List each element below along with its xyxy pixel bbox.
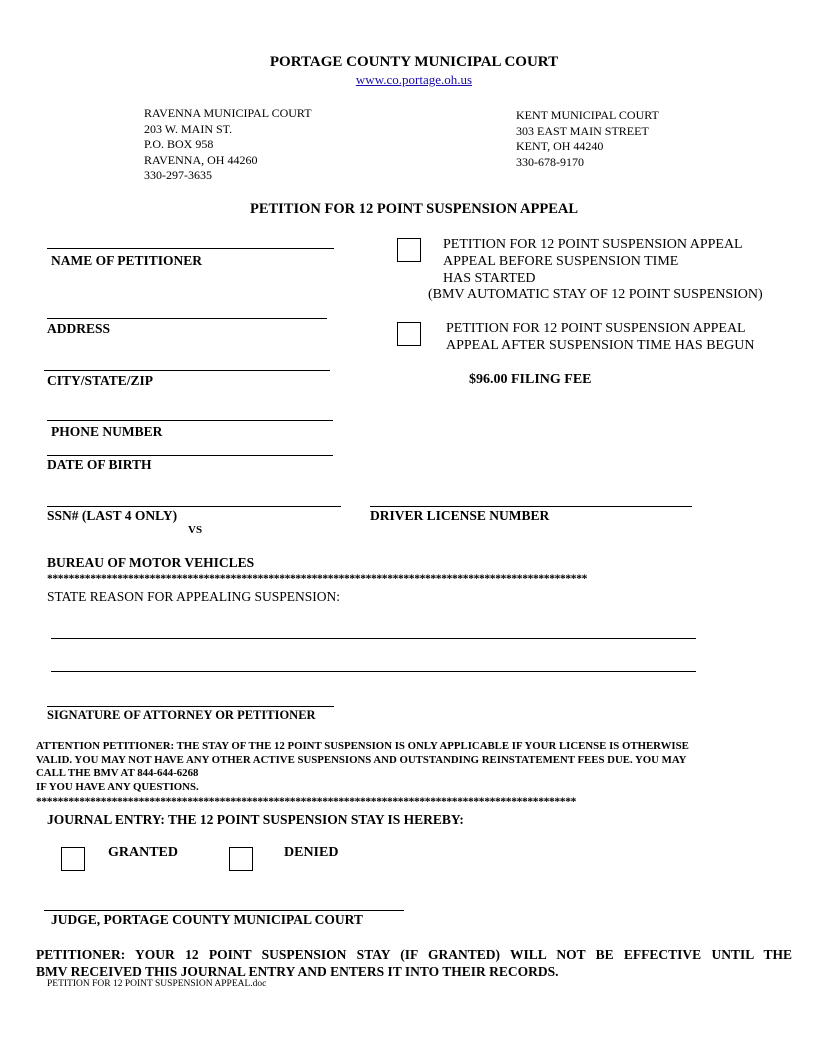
option2-line: APPEAL AFTER SUSPENSION TIME HAS BEGUN [446,338,755,353]
court-title: PORTAGE COUNTY MUNICIPAL COURT [269,54,559,70]
notice-line: BMV RECEIVED THIS JOURNAL ENTRY AND ENTERS IT INTO THEIR RECORDS. [36,964,559,979]
name-label: NAME OF PETITIONER [51,253,203,268]
attention-line: IF YOU HAVE ANY QUESTIONS. [36,780,199,793]
signature-line[interactable] [47,706,334,707]
city-line[interactable] [44,370,330,371]
judge-label: JUDGE, PORTAGE COUNTY MUNICIPAL COURT [51,912,363,927]
ravenna-line: RAVENNA, OH 44260 [144,152,258,167]
footer-filename: PETITION FOR 12 POINT SUSPENSION APPEAL.doc [47,979,267,989]
city-label: CITY/STATE/ZIP [47,373,154,388]
option1-line: HAS STARTED [443,271,536,286]
journal-label: JOURNAL ENTRY: THE 12 POINT SUSPENSION STAY IS HEREBY: [47,812,464,827]
option1-text [443,236,743,287]
reason-line-1[interactable] [51,638,696,639]
attention-line: VALID. YOU MAY NOT HAVE ANY OTHER ACTIVE SUSPENSIONS AND OUTSTANDING REINSTATEMENT FEES DUE. YOU MAY [36,753,687,766]
option2-text [446,320,754,354]
divider-top: **************************************************************************************************** [47,573,588,585]
signature-label: SIGNATURE OF ATTORNEY OR PETITIONER [47,708,316,722]
kent-line: KENT MUNICIPAL COURT [516,108,659,122]
denied-checkbox[interactable] [229,847,253,871]
notice-line: PETITIONER: YOUR 12 POINT SUSPENSION STAY (IF GRANTED) WILL NOT BE EFFECTIVE UNTIL THE [36,947,792,962]
attention-notice [36,740,689,794]
denied-label: DENIED [284,845,339,860]
website-link[interactable]: www.co.portage.oh.us [355,72,473,87]
ssn-line[interactable] [47,506,341,507]
form-title: PETITION FOR 12 POINT SUSPENSION APPEAL [249,201,579,217]
ravenna-address [144,106,312,184]
kent-line: 303 EAST MAIN STREET [516,123,649,138]
dl-line[interactable] [370,506,692,507]
address-label: ADDRESS [47,321,111,336]
dob-line[interactable] [47,455,333,456]
ssn-label: SSN# (LAST 4 ONLY) [47,508,178,523]
option2-line: PETITION FOR 12 POINT SUSPENSION APPEAL [446,321,746,336]
attention-line: ATTENTION PETITIONER: THE STAY OF THE 12 POINT SUSPENSION IS ONLY APPLICABLE IF YOUR LICENSE IS OTHERWISE [36,740,689,752]
ravenna-line: 203 W. MAIN ST. [144,121,233,136]
vs-label: VS [188,524,203,536]
kent-line: KENT, OH 44240 [516,139,604,153]
kent-address [516,108,659,170]
reason-label: STATE REASON FOR APPEALING SUSPENSION: [47,589,340,604]
attention-line: CALL THE BMV AT 844-644-6268 [36,767,199,779]
ravenna-line: 330-297-3635 [144,168,212,182]
ravenna-line: P.O. BOX 958 [144,137,214,151]
name-line[interactable] [47,248,334,249]
granted-label: GRANTED [108,845,179,860]
divider-bottom: **************************************************************************************************** [36,796,577,808]
option1-line: APPEAL BEFORE SUSPENSION TIME [443,254,679,269]
petitioner-notice [36,946,792,980]
option1-line: PETITION FOR 12 POINT SUSPENSION APPEAL [443,237,743,252]
granted-checkbox[interactable] [61,847,85,871]
ravenna-line: RAVENNA MUNICIPAL COURT [144,106,312,120]
phone-line[interactable] [47,420,333,421]
judge-line[interactable] [44,910,404,911]
before-suspension-checkbox[interactable] [397,238,421,262]
after-suspension-checkbox[interactable] [397,322,421,346]
reason-line-2[interactable] [51,671,696,672]
address-line[interactable] [47,318,327,319]
filing-fee: $96.00 FILING FEE [469,372,592,387]
bmv-label: BUREAU OF MOTOR VEHICLES [47,555,255,570]
phone-label: PHONE NUMBER [51,424,163,439]
dob-label: DATE OF BIRTH [47,457,152,472]
kent-line: 330-678-9170 [516,154,584,169]
option1-note: (BMV AUTOMATIC STAY OF 12 POINT SUSPENSION) [428,287,763,302]
dl-label: DRIVER LICENSE NUMBER [370,508,550,523]
